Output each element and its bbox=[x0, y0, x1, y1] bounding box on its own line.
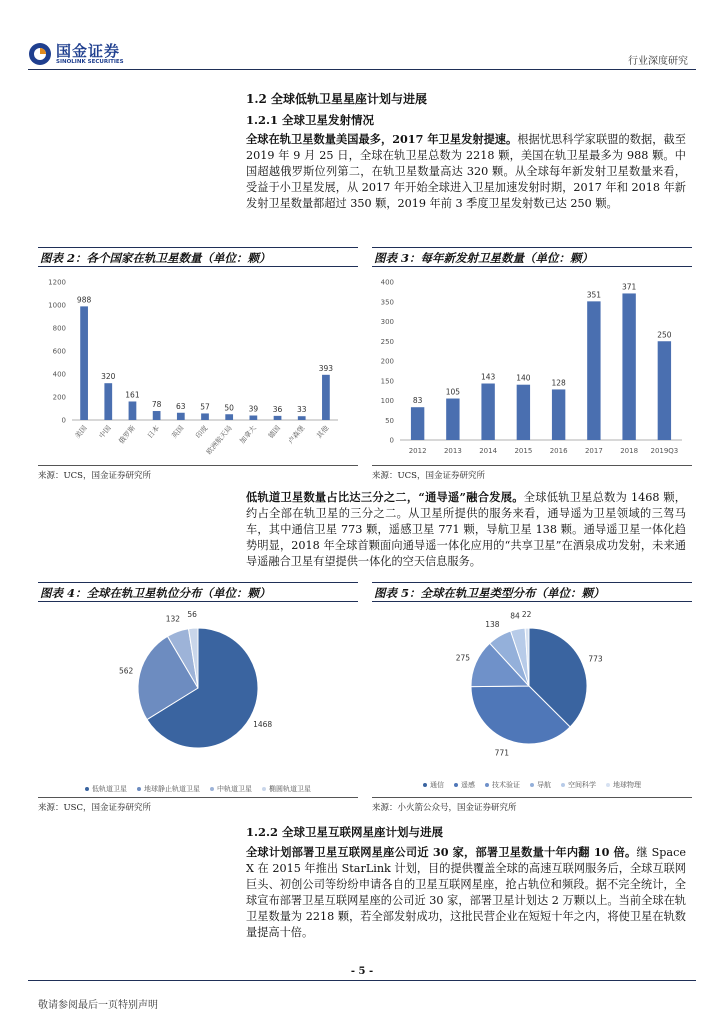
page-number: - 5 - bbox=[350, 966, 374, 977]
bar bbox=[80, 306, 88, 420]
fig3-title: 图表 3：每年新发射卫星数量（单位：颗） bbox=[374, 251, 594, 265]
legend-label: 地球物理 bbox=[613, 781, 641, 789]
y-tick-label: 250 bbox=[380, 337, 394, 346]
bar-value-label: 988 bbox=[76, 295, 92, 305]
legend-swatch bbox=[530, 783, 534, 787]
x-tick-label: 其他 bbox=[315, 424, 331, 441]
y-tick-label: 50 bbox=[385, 416, 394, 425]
y-tick-label: 400 bbox=[380, 278, 394, 287]
y-tick-label: 350 bbox=[380, 298, 394, 307]
bar bbox=[552, 389, 565, 440]
y-tick-label: 0 bbox=[389, 436, 394, 445]
bar bbox=[322, 375, 330, 420]
slice-value-label: 1468 bbox=[253, 720, 273, 730]
logo bbox=[28, 40, 138, 68]
legend-item bbox=[85, 784, 127, 794]
fig4-title: 图表 4：全球在轨卫星轨位分布（单位：颗） bbox=[40, 586, 271, 600]
legend-item bbox=[454, 780, 475, 790]
legend-item bbox=[210, 784, 252, 794]
legend-swatch bbox=[423, 783, 427, 787]
bar-value-label: 105 bbox=[445, 387, 461, 397]
legend-label: 通信 bbox=[430, 781, 444, 789]
paragraph-1-body: 根据忧思科学家联盟的数据，截至 2019 年 9 月 25 日，全球在轨卫星总数为 2218 颗，美国在轨卫星最多为 988 颗。中国超越俄罗斯位列第二，在轨卫星数量高达 320 颗。从全球每年新发射卫星数量来看，受益于小卫星发展，从 2017 年开始全球进入卫星加速发射时期，2017 年和 2018 年新发射卫星数量都超过 350 颗，2019 年前 3 季度卫星发射数已达 250 颗。 bbox=[246, 133, 686, 210]
fig3-bottom-rule bbox=[372, 465, 692, 466]
fig4-source: 来源：USC，国金证券研究所 bbox=[38, 803, 151, 813]
bar bbox=[622, 293, 635, 440]
y-tick-label: 1200 bbox=[48, 278, 66, 287]
x-tick-label: 印度 bbox=[194, 424, 210, 441]
bar-value-label: 371 bbox=[621, 282, 637, 292]
bar bbox=[201, 413, 209, 420]
x-tick-label: 加拿大 bbox=[238, 424, 258, 446]
paragraph-2 bbox=[246, 489, 686, 570]
legend-label: 遥感 bbox=[461, 781, 475, 789]
fig5-title-rule bbox=[372, 601, 692, 602]
legend-label: 地球静止轨道卫星 bbox=[144, 785, 200, 793]
x-tick-label: 美国 bbox=[73, 424, 89, 441]
x-tick-label: 中国 bbox=[97, 424, 113, 441]
y-tick-label: 100 bbox=[380, 397, 394, 405]
slice-value-label: 771 bbox=[494, 748, 510, 758]
bar bbox=[298, 416, 306, 420]
type-legend bbox=[372, 772, 692, 791]
bar-value-label: 83 bbox=[412, 396, 423, 406]
bar bbox=[225, 414, 233, 420]
y-tick-label: 200 bbox=[52, 393, 66, 402]
legend-item bbox=[561, 780, 596, 790]
bar bbox=[249, 416, 257, 420]
legend-swatch bbox=[85, 787, 89, 791]
bar bbox=[481, 384, 494, 440]
x-tick-label: 2013 bbox=[443, 447, 462, 455]
slice-value-label: 138 bbox=[485, 619, 500, 629]
legend-label: 技术验证 bbox=[492, 781, 520, 789]
legend-label: 中轨道卫星 bbox=[217, 785, 252, 793]
footer-disclaimer: 敬请参阅最后一页特别声明 bbox=[38, 1000, 158, 1011]
x-tick-label: 卢森堡 bbox=[286, 424, 307, 446]
legend-swatch bbox=[454, 783, 458, 787]
bar-value-label: 320 bbox=[101, 372, 116, 382]
slice-value-label: 275 bbox=[455, 653, 471, 663]
x-tick-label: 2016 bbox=[549, 447, 568, 455]
x-tick-label: 2015 bbox=[514, 447, 533, 455]
bar-value-label: 57 bbox=[200, 402, 210, 412]
legend-label: 椭圆轨道卫星 bbox=[269, 785, 311, 793]
bar-value-label: 33 bbox=[296, 405, 307, 415]
fig2-title-rule bbox=[38, 266, 358, 267]
y-tick-label: 200 bbox=[380, 357, 394, 366]
legend-label: 导航 bbox=[537, 781, 551, 789]
legend-item bbox=[606, 780, 641, 790]
bar-value-label: 63 bbox=[176, 401, 186, 411]
x-tick-label: 德国 bbox=[266, 424, 283, 441]
slice-value-label: 22 bbox=[521, 610, 532, 620]
bar bbox=[153, 411, 161, 420]
slice-value-label: 132 bbox=[165, 614, 181, 624]
fig4-bottom-rule bbox=[38, 797, 358, 798]
paragraph-2-lead: 低轨道卫星数量占比达三分之二，“通导遥”融合发展。 bbox=[246, 490, 524, 504]
bar-value-label: 39 bbox=[248, 404, 259, 414]
logo-icon bbox=[28, 42, 52, 66]
yearly-launch-bar-chart bbox=[372, 272, 692, 462]
countries-bar-chart bbox=[38, 272, 358, 462]
bar-value-label: 140 bbox=[516, 373, 531, 383]
x-tick-label: 2018 bbox=[620, 447, 639, 455]
fig5-bottom-rule bbox=[372, 797, 692, 798]
slice-value-label: 84 bbox=[510, 611, 520, 621]
bar bbox=[587, 301, 600, 440]
legend-swatch bbox=[485, 783, 489, 787]
legend-item bbox=[530, 780, 551, 790]
fig2-title: 图表 2：各个国家在轨卫星数量（单位：颗） bbox=[40, 251, 271, 265]
paragraph-1-lead: 全球在轨卫星数量美国最多，2017 年卫星发射提速。 bbox=[246, 132, 518, 146]
subsection-heading-2: 1.2.2 全球卫星互联网星座计划与进展 bbox=[246, 825, 444, 839]
bar-value-label: 250 bbox=[657, 330, 672, 340]
fig4-title-rule bbox=[38, 601, 358, 602]
legend-swatch bbox=[210, 787, 214, 791]
x-tick-label: 俄罗斯 bbox=[117, 424, 137, 446]
legend-label: 空间科学 bbox=[568, 781, 596, 789]
logo-cn: 国金证券 bbox=[56, 42, 121, 60]
y-tick-label: 600 bbox=[52, 347, 66, 356]
bar bbox=[658, 341, 671, 440]
fig2-bottom-rule bbox=[38, 465, 358, 466]
type-pie-chart bbox=[372, 606, 692, 766]
legend-label: 低轨道卫星 bbox=[92, 785, 127, 793]
y-tick-label: 800 bbox=[52, 324, 66, 333]
x-tick-label: 2014 bbox=[479, 447, 498, 455]
paragraph-2-body: 全球低轨卫星总数为 1468 颗，约占全部在轨卫星的三分之二。从卫星所提供的服务来看，通导遥为卫星领域的三驾马车，其中通信卫星 773 颗，遥感卫星 771 颗，导航卫星 138 颗。通导遥卫星一体化趋势明显，2018 年全球首颗面向通导遥一体化应用的“共享卫星”在酒泉成功发射，未来通导遥融合卫星有望提供一体化的空天信息服务。 bbox=[246, 491, 686, 568]
x-tick-label: 2012 bbox=[408, 447, 427, 455]
header-rule bbox=[28, 69, 696, 70]
slice-value-label: 773 bbox=[588, 654, 603, 664]
y-tick-label: 400 bbox=[52, 370, 66, 379]
legend-item bbox=[262, 784, 311, 794]
fig5-top-rule bbox=[372, 582, 692, 583]
y-tick-label: 1000 bbox=[48, 301, 66, 310]
legend-swatch bbox=[137, 787, 141, 791]
fig3-source: 来源：UCS，国金证券研究所 bbox=[372, 471, 485, 481]
paragraph-3 bbox=[246, 844, 686, 941]
bar-value-label: 36 bbox=[272, 404, 283, 414]
fig2-top-rule bbox=[38, 247, 358, 248]
y-tick-label: 300 bbox=[380, 318, 394, 326]
fig5-title: 图表 5：全球在轨卫星类型分布（单位：颗） bbox=[374, 586, 605, 600]
legend-item bbox=[485, 780, 520, 790]
legend-item bbox=[137, 784, 200, 794]
bar bbox=[517, 385, 530, 440]
x-tick-label: 2019Q3 bbox=[650, 447, 679, 455]
section-heading: 1.2 全球低轨卫星星座计划与进展 bbox=[246, 92, 428, 106]
report-type: 行业深度研究 bbox=[628, 56, 688, 67]
bar bbox=[177, 413, 185, 420]
slice-value-label: 562 bbox=[118, 666, 134, 676]
bar-value-label: 351 bbox=[586, 290, 602, 300]
x-tick-label: 欧洲航天局 bbox=[205, 424, 234, 457]
x-tick-label: 日本 bbox=[146, 424, 162, 441]
paragraph-3-body: 继 Space X 在 2015 年推出 StarLink 计划，目的提供覆盖全球的高速互联网服务后，全球互联网巨头、初创公司等纷纷申请各自的卫星互联网星座，抢占轨位和频段。据不完全统计，全球宣布部署卫星互联网星座的公司近 30 家，部署卫星计划达 2 万颗以上。当前全球在轨卫星数量为 2218 颗，若全部发射成功，这批民营企业在短短十年之内，将使卫星在轨数量提高十倍。 bbox=[246, 846, 686, 939]
bar bbox=[274, 416, 282, 420]
x-tick-label: 2017 bbox=[584, 447, 603, 455]
bar-value-label: 161 bbox=[125, 390, 140, 400]
orbit-legend bbox=[38, 776, 358, 795]
bar-value-label: 143 bbox=[480, 372, 496, 382]
fig3-top-rule bbox=[372, 247, 692, 248]
bar-value-label: 128 bbox=[551, 378, 566, 388]
bar-value-label: 78 bbox=[151, 400, 162, 410]
paragraph-3-lead: 全球计划部署卫星互联网星座公司近 30 家，部署卫星数量十年内翻 10 倍。 bbox=[246, 845, 637, 859]
subsection-heading-1: 1.2.1 全球卫星发射情况 bbox=[246, 113, 375, 127]
bar-value-label: 393 bbox=[318, 363, 334, 373]
paragraph-1 bbox=[246, 131, 686, 212]
orbit-pie-chart bbox=[38, 606, 358, 766]
fig4-top-rule bbox=[38, 582, 358, 583]
x-tick-label: 英国 bbox=[170, 424, 186, 441]
bar-value-label: 50 bbox=[224, 403, 234, 413]
bar bbox=[129, 401, 137, 420]
bar bbox=[104, 383, 112, 420]
legend-swatch bbox=[561, 783, 565, 787]
bar bbox=[411, 407, 424, 440]
fig3-title-rule bbox=[372, 266, 692, 267]
fig2-source: 来源：UCS，国金证券研究所 bbox=[38, 471, 151, 481]
bar bbox=[446, 399, 459, 440]
footer-rule bbox=[28, 980, 696, 981]
legend-item bbox=[423, 780, 444, 790]
y-tick-label: 150 bbox=[380, 377, 394, 386]
fig5-source: 来源：小火箭公众号，国金证券研究所 bbox=[372, 803, 517, 813]
logo-en: SINOLINK SECURITIES bbox=[56, 59, 124, 65]
slice-value-label: 56 bbox=[187, 610, 197, 620]
legend-swatch bbox=[262, 787, 266, 791]
y-tick-label: 0 bbox=[61, 416, 66, 425]
legend-swatch bbox=[606, 783, 610, 787]
